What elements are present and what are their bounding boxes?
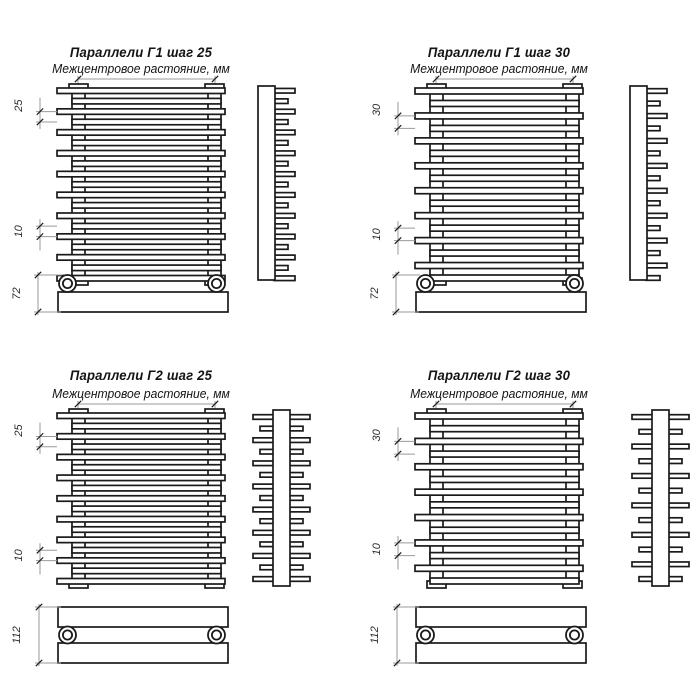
panel-subtitle-g2-step30: Межцентровое растояние, мм <box>410 387 588 401</box>
step-dimension-g2-step30 <box>371 427 415 461</box>
panel-subtitle-g1-step25: Межцентровое растояние, мм <box>52 62 230 76</box>
svg-text:10: 10 <box>371 543 383 556</box>
width-dimension-g2-step30 <box>433 401 576 410</box>
bottom-view-g2-step30 <box>416 607 586 663</box>
panel-title-g1-step25: Параллели Г1 шаг 25 <box>69 45 213 60</box>
inner-dimension-g2-step30 <box>371 536 415 570</box>
svg-text:10: 10 <box>371 228 383 241</box>
depth-dimension-g2-step30 <box>369 604 419 666</box>
panel-title-g1-step30: Параллели Г1 шаг 30 <box>427 45 571 60</box>
depth-dimension-g2-step25 <box>11 604 61 666</box>
panel-title-g2-step25: Параллели Г2 шаг 25 <box>69 368 213 383</box>
svg-text:30: 30 <box>371 429 383 442</box>
side-view-g2-step30 <box>632 410 689 586</box>
svg-text:25: 25 <box>13 99 25 112</box>
svg-text:112: 112 <box>11 626 23 644</box>
width-dimension-g2-step25 <box>75 401 218 410</box>
svg-text:72: 72 <box>369 287 381 300</box>
panel-subtitle-g1-step30: Межцентровое растояние, мм <box>410 62 588 76</box>
step-dimension-g1-step30 <box>371 102 415 135</box>
inner-dimension-g1-step25 <box>13 219 57 250</box>
side-view-g2-step25 <box>253 410 310 586</box>
width-dimension-g1-step30 <box>433 76 576 85</box>
depth-dimension-g1-step25 <box>11 272 62 315</box>
front-view-g1-step25 <box>57 84 225 285</box>
svg-text:112: 112 <box>369 626 381 644</box>
width-dimension-g1-step25 <box>75 76 218 85</box>
svg-text:10: 10 <box>13 225 25 238</box>
svg-text:10: 10 <box>13 549 25 562</box>
svg-text:25: 25 <box>13 424 25 437</box>
side-view-g1-step30 <box>630 86 667 280</box>
panel-title-g2-step30: Параллели Г2 шаг 30 <box>427 368 571 383</box>
front-view-g2-step30 <box>415 409 583 588</box>
bottom-view-g2-step25 <box>58 607 228 663</box>
inner-dimension-g1-step30 <box>371 221 415 254</box>
step-dimension-g2-step25 <box>13 422 57 453</box>
inner-dimension-g2-step25 <box>13 543 57 574</box>
panel-subtitle-g2-step25: Межцентровое растояние, мм <box>52 387 230 401</box>
svg-text:72: 72 <box>11 287 23 300</box>
step-dimension-g1-step25 <box>13 98 57 129</box>
front-view-g2-step25 <box>57 409 225 588</box>
front-view-g1-step30 <box>415 84 583 285</box>
depth-dimension-g1-step30 <box>369 272 420 315</box>
svg-text:30: 30 <box>371 103 383 117</box>
side-view-g1-step25 <box>258 86 295 281</box>
